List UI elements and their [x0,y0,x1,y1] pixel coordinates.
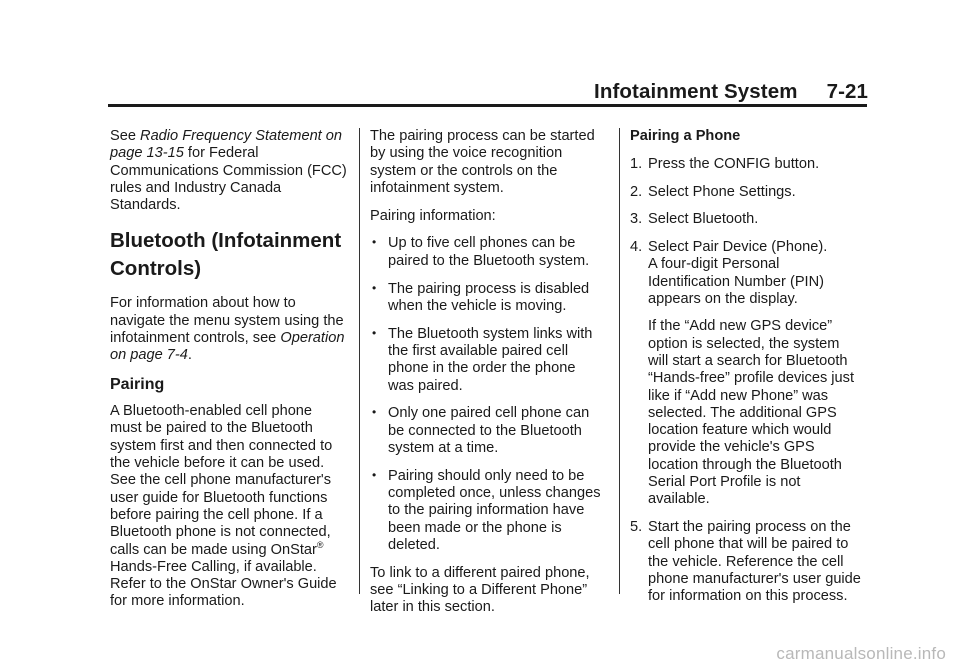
operation-page-link[interactable]: on page 7-4 [110,347,188,364]
bullet-icon: • [372,325,377,340]
pairing-process-intro: The pairing process can be started by using the voice recognition system or the controls on the infotainment system. [370,128,595,196]
step-4-note: If the “Add new GPS device” option is selected, the system will start a search for Bluetooth “Hands-free” profile devices just like if “Add new Phone” was selected. The additional GPS location feature which would provide the vehicle's GPS location through the Bluetooth Serial Port Profile is not available. [648,318,855,508]
registered-mark: ® [316,539,324,550]
list-item: 2. Select Phone Settings. [630,183,796,200]
bullet-icon: • [372,467,377,482]
pairing-heading: Pairing [110,376,165,394]
link-different-phone-paragraph: To link to a different paired phone, see “Linking to a Different Phone” later in this section. [370,564,590,616]
bullet-icon: • [372,280,377,295]
step-number: 3. [630,211,643,228]
see-intro-paragraph: See Radio Frequency Statement on page 13-15 for Federal Communications Commission (FCC) rules and Industry Canada Standards. [110,128,347,214]
step-number: 2. [630,183,643,200]
pairing-a-phone-heading: Pairing a Phone [630,128,741,144]
radio-frequency-page-link[interactable]: page 13-15 [110,145,184,162]
pairing-info-label: Pairing information: [370,207,496,224]
list-item: • Pairing should only need to be completed once, unless changes to the pairing information have been made or the phone is deleted. [372,467,601,553]
list-item: 5. Start the pairing process on the cell phone that will be paired to the vehicle. Reference the cell phone manufacturer's user guide for information on this process. [630,519,861,605]
column-1 [110,128,350,621]
list-item: • Up to five cell phones can be paired to the Bluetooth system. [372,235,590,269]
list-item: 1. Press the CONFIG button. [630,155,820,172]
column-3 [630,128,870,616]
bullet-icon: • [372,235,377,250]
info-paragraph: For information about how to navigate the menu system using the infotainment controls, see Operation on page 7-4. [110,295,345,364]
bullet-icon: • [372,405,377,420]
list-item: 3. Select Bluetooth. [630,211,759,228]
step-number: 4. [630,239,643,256]
watermark: carmanualsonline.info [776,644,946,663]
list-item: • The Bluetooth system links with the first available paired cell phone in the order the phone was paired. [372,325,593,394]
column-2 [370,128,610,627]
header-rule [108,104,867,107]
running-header [594,80,868,104]
radio-frequency-link[interactable]: Radio Frequency Statement on [140,128,343,144]
section-title: Infotainment System [594,80,798,103]
bluetooth-heading: Bluetooth (Infotainment Controls) [110,229,342,281]
list-item: • The pairing process is disabled when the vehicle is moving. [372,280,590,314]
page-number: 7-21 [826,80,868,103]
list-item: • Only one paired cell phone can be connected to the Bluetooth system at a time. [372,405,590,456]
step-number: 1. [630,155,643,172]
step-number: 5. [630,519,643,536]
pairing-paragraph: A Bluetooth-enabled cell phone must be paired to the Bluetooth system first and then connected to the vehicle before it can be used. See the cell phone manufacturer's user guide for Bluetooth functions before pairing the cell phone. If a Bluetooth phone is not connected, calls can be made using OnStar® Hands-Free Calling, if available. Refer to the OnStar Owner's Guide for more information. [110,403,337,610]
column-divider-2 [619,128,620,594]
column-divider-1 [359,128,360,594]
list-item: 4. Select Pair Device (Phone). A four-digit Personal Identification Number (PIN) appears on the display. If the “Add new GPS device” option is selected, the system will start a search for Bluetooth “Hands-free” profile devices just like if “Add new Phone” was selected. The additional GPS location feature which would provide the vehicle's GPS location through the Bluetooth Serial Port Profile is not available. [630,239,870,508]
operation-link[interactable]: Operation [280,330,345,347]
